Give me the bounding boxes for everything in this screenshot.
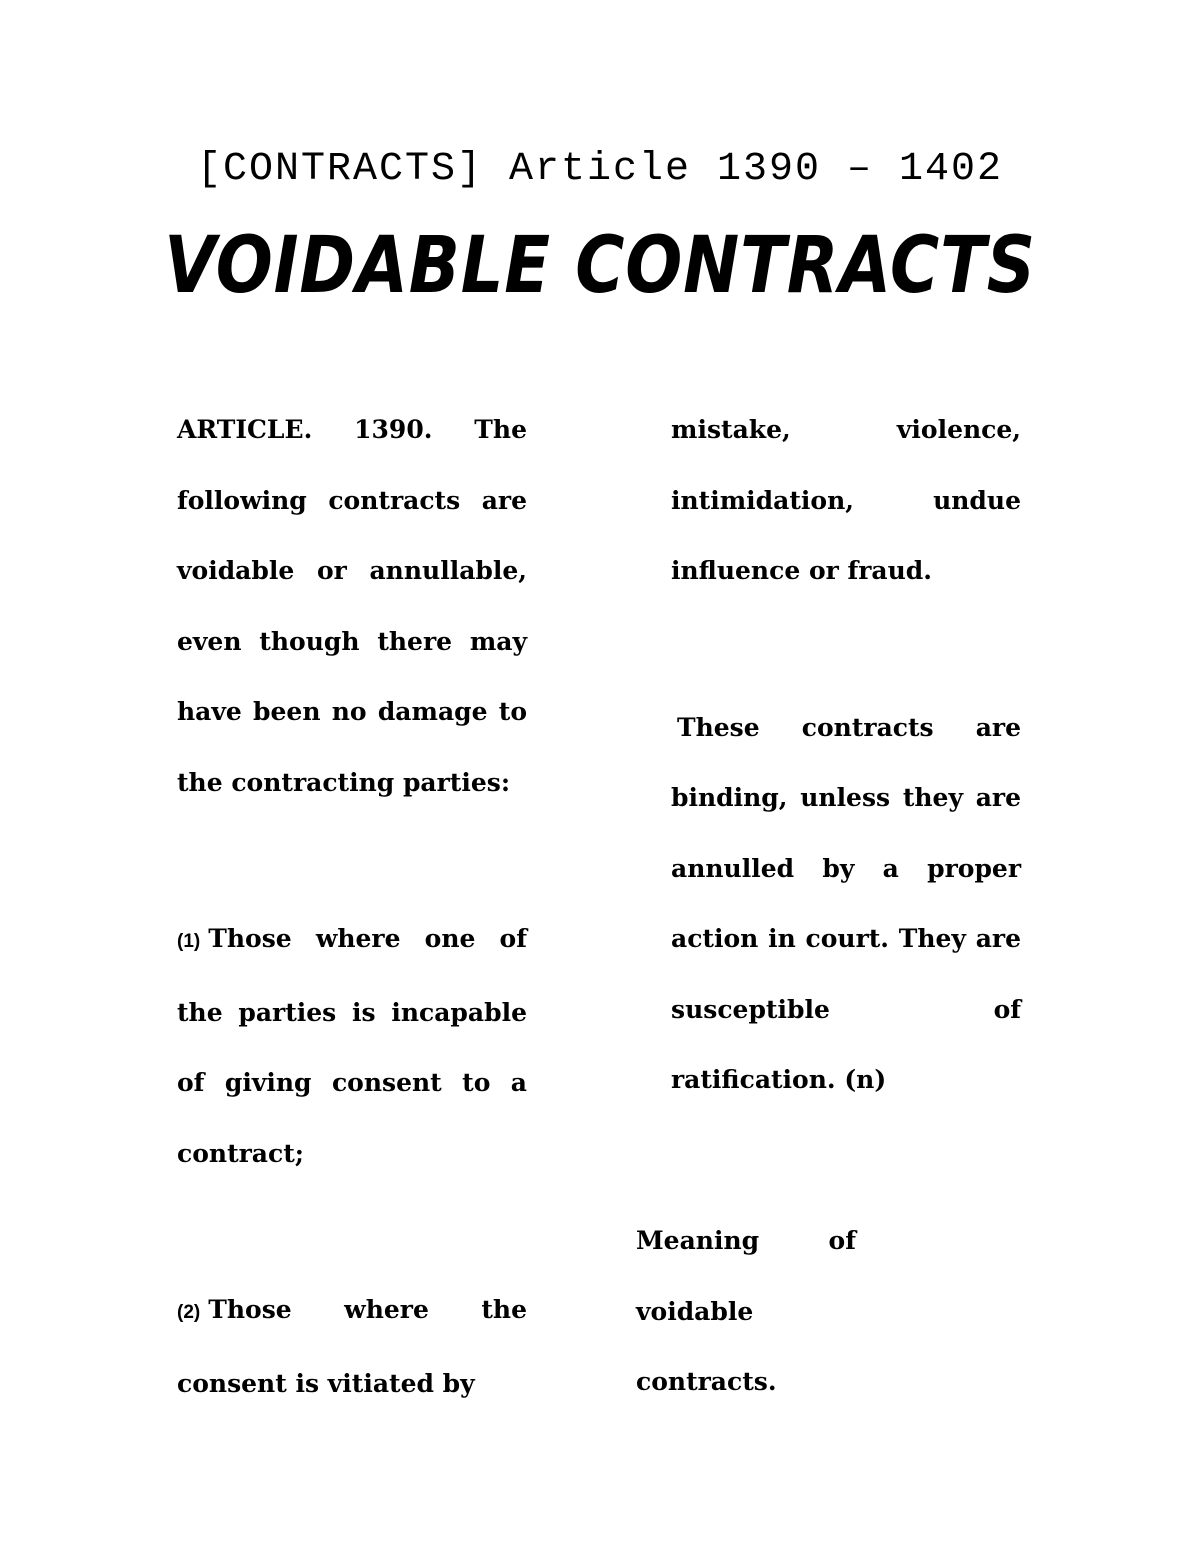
article-intro-paragraph: ARTICLE. 1390. The following contracts are voidable or annullable, even though there may have been no damage to the contracting parties: — [177, 415, 527, 797]
right-column — [671, 395, 1021, 1116]
list-item-number: (2) — [177, 1302, 201, 1323]
page-title: VOIDABLE CONTRACTS — [164, 221, 1036, 311]
list-item-2 — [177, 1275, 527, 1419]
binding-paragraph: These contracts are binding, unless they are annulled by a proper action in court. They are susceptible of ratification. (n) — [671, 712, 1021, 1094]
paragraph-spacer — [671, 607, 1021, 693]
paragraph-spacer — [177, 1189, 527, 1275]
list-item-text: Those where the consent is vitiated by — [177, 1295, 527, 1398]
section-subheading: Meaning of voidable contracts. — [636, 1226, 856, 1396]
list-item-1 — [177, 904, 527, 1189]
left-column — [177, 395, 527, 1419]
list-item-number: (1) — [177, 931, 201, 952]
paragraph-spacer — [177, 818, 527, 904]
list-item-text: Those where one of the parties is incapable of giving consent to a contract; — [177, 924, 527, 1168]
list-item-2-continuation: mistake, violence, intimidation, undue influence or fraud. — [671, 415, 1021, 585]
article-range-heading: [CONTRACTS] Article 1390 – 1402 — [196, 147, 1004, 192]
